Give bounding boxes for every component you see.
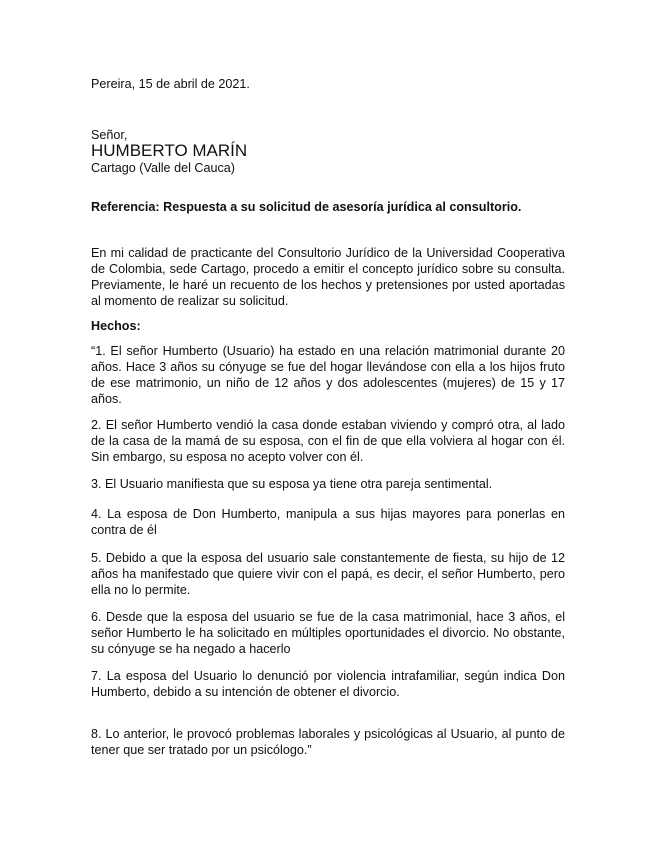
reference-line: Referencia: Respuesta a su solicitud de asesoría jurídica al consultorio. [91, 200, 522, 214]
recipient-name: HUMBERTO MARÍN [91, 141, 248, 160]
date-line: Pereira, 15 de abril de 2021. [91, 77, 250, 91]
recipient-location: Cartago (Valle del Cauca) [91, 161, 235, 175]
fact-paragraph: 8. Lo anterior, le provocó problemas laborales y psicológicas al Usuario, al punto de tener que ser tratado por un psicólogo.” [91, 727, 565, 757]
intro-paragraph: En mi calidad de practicante del Consultorio Jurídico de la Universidad Cooperativa de Colombia, sede Cartago, procedo a emitir el concepto jurídico sobre su consulta. Previamente, le haré un recuento de los hechos y pretensiones por usted aportadas al momento de realizar su solicitud. [91, 246, 565, 308]
fact-paragraph: 5. Debido a que la esposa del usuario sale constantemente de fiesta, su hijo de 12 años ha manifestado que quiere vivir con el papá, es decir, el señor Humberto, pero ella no lo permite. [91, 551, 565, 597]
fact-paragraph: 7. La esposa del Usuario lo denunció por violencia intrafamiliar, según indica Don Humberto, debido a su intención de obtener el divorcio. [91, 669, 565, 699]
fact-paragraph: 6. Desde que la esposa del usuario se fue de la casa matrimonial, hace 3 años, el señor Humberto le ha solicitado en múltiples oportunidades el divorcio. No obstante, su cónyuge se ha negado a hacerlo [91, 610, 565, 656]
fact-paragraph: 3. El Usuario manifiesta que su esposa ya tiene otra pareja sentimental. [91, 477, 493, 491]
fact-paragraph: 2. El señor Humberto vendió la casa donde estaban viviendo y compró otra, al lado de la casa de la mamá de su esposa, con el fin de que ella volviera al hogar con él. Sin embargo, su esposa no acepto volver con él. [91, 418, 565, 464]
facts-heading: Hechos: [91, 319, 141, 333]
salutation: Señor, [91, 128, 128, 142]
fact-paragraph: 4. La esposa de Don Humberto, manipula a sus hijas mayores para ponerlas en contra de él [91, 507, 565, 537]
fact-paragraph: “1. El señor Humberto (Usuario) ha estado en una relación matrimonial durante 20 años. Hace 3 años su cónyuge se fue del hogar llevándose con ella a los hijos fruto de ese matrimonio, un niño de 12 años y dos adolescentes (mujeres) de 15 y 17 años. [91, 344, 565, 406]
